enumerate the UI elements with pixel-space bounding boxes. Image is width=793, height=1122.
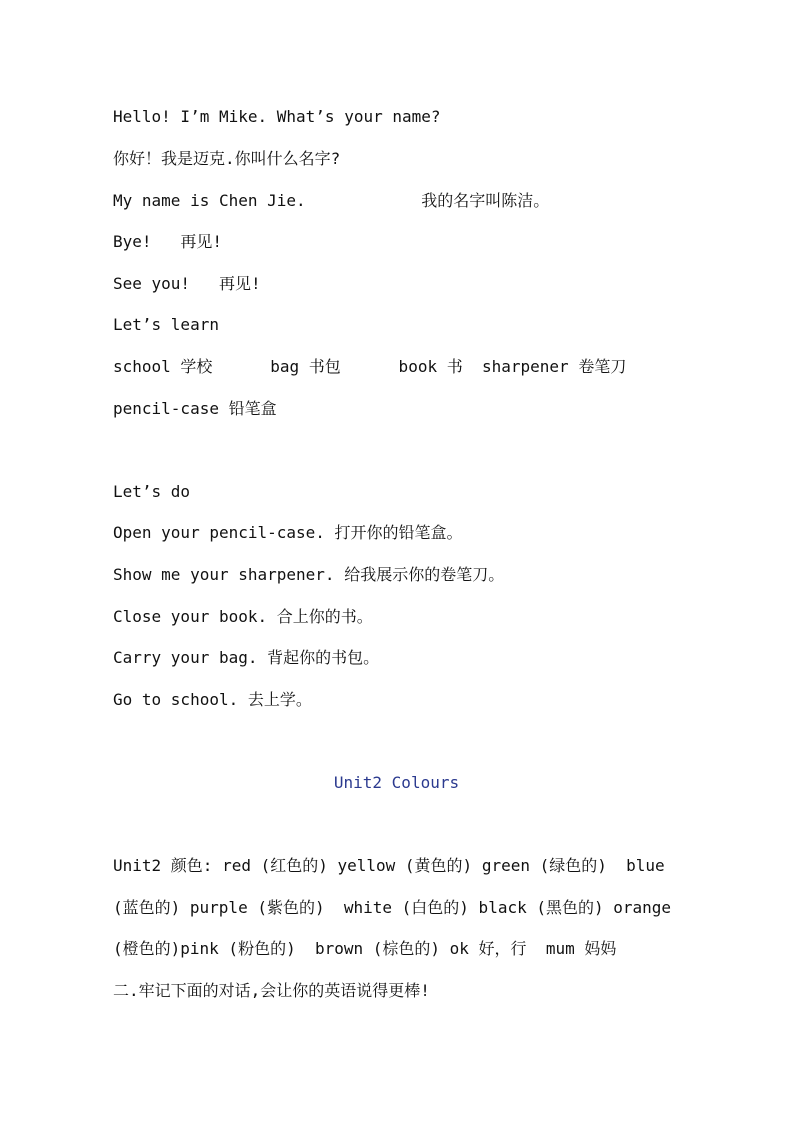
dialogue-line-hello: Hello! I’m Mike. What’s your name? [113,107,441,126]
dialogue-line-my-name: My name is Chen Jie. 我的名字叫陈洁。 [113,191,550,210]
colors-vocabulary-line: Unit2 颜色: red (红色的) yellow (黄色的) green (绿色的) blue [113,856,665,875]
dialogue-line-bye: Bye! 再见! [113,232,223,251]
lets-learn-heading: Let’s learn [113,315,219,334]
lets-do-heading: Let’s do [113,482,191,501]
section-instruction: 二.牢记下面的对话,会让你的英语说得更棒! [113,981,430,1000]
instruction-line: Show me your sharpener. 给我展示你的卷笔刀。 [113,565,505,584]
unit2-title: Unit2 Colours [333,773,460,792]
instruction-line: Close your book. 合上你的书。 [113,607,373,626]
instruction-line: Go to school. 去上学。 [113,690,312,709]
instruction-line: Carry your bag. 背起你的书包。 [113,648,380,667]
dialogue-line-hello-cn: 你好！我是迈克.你叫什么名字? [113,149,341,168]
vocabulary-line: pencil-case 铅笔盒 [113,399,277,418]
colors-vocabulary-line: (蓝色的) purple (紫色的) white (白色的) black (黑色的) orange [113,898,672,917]
instruction-line: Open your pencil-case. 打开你的铅笔盒。 [113,523,463,542]
dialogue-line-see-you: See you! 再见! [113,274,261,293]
colors-vocabulary-line: (橙色的)pink (粉色的) brown (棕色的) ok 好，行 mum 妈妈 [113,939,617,958]
vocabulary-line: school 学校 bag 书包 book 书 sharpener 卷笔刀 [113,357,627,376]
